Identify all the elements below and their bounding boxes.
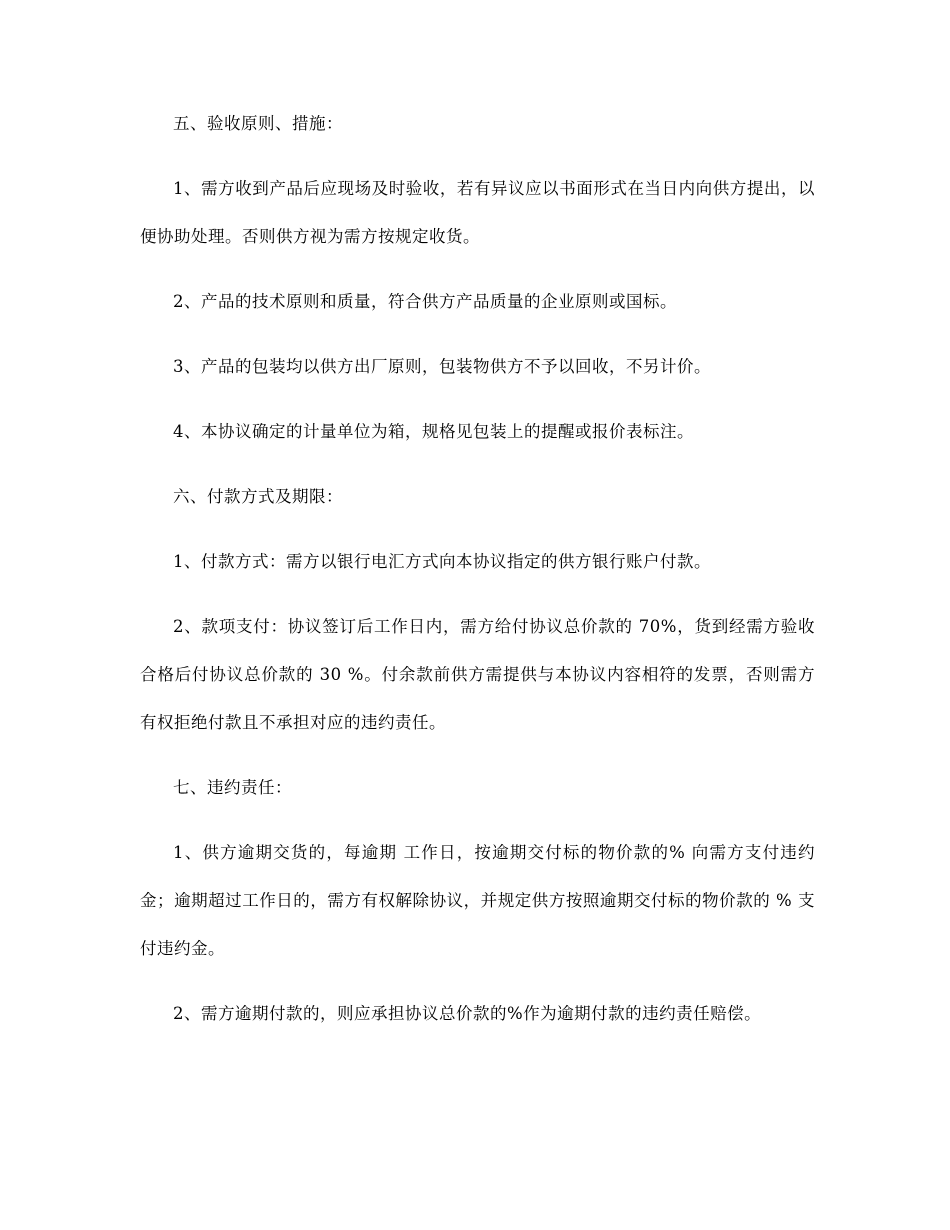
clause-payment-schedule: 2、款项支付：协议签订后工作日内，需方给付协议总价款的 70%，货到经需方验收合格后付协议总价款的 30 %。付余款前供方需提供与本协议内容相符的发票，否则需方有权拒绝付款且不承担对应的违约责任。 (140, 617, 815, 732)
clause-packaging: 3、产品的包装均以供方出厂原则，包装物供方不予以回收，不另计价。 (173, 357, 711, 376)
clause-measurement-unit: 4、本协议确定的计量单位为箱，规格见包装上的提醒或报价表标注。 (173, 422, 694, 441)
clause-late-payment: 2、需方逾期付款的，则应承担协议总价款的%作为逾期付款的违约责任赔偿。 (173, 1004, 762, 1023)
section-heading-liability: 七、违约责任： (173, 778, 292, 797)
clause-late-delivery: 1、供方逾期交货的，每逾期 工作日，按逾期交付标的物价款的% 向需方支付违约金；逾期超过工作日的，需方有权解除协议，并规定供方按照逾期交付标的物价款的 % 支付违约金。 (140, 843, 815, 958)
section-heading-payment: 六、付款方式及期限： (173, 487, 343, 506)
clause-payment-method: 1、付款方式：需方以银行电汇方式向本协议指定的供方银行账户付款。 (173, 552, 711, 571)
clause-acceptance-inspection: 1、需方收到产品后应现场及时验收，若有异议应以书面形式在当日内向供方提出，以便协助处理。否则供方视为需方按规定收货。 (140, 179, 815, 246)
section-heading-acceptance: 五、验收原则、措施： (173, 114, 343, 133)
clause-technical-quality: 2、产品的技术原则和质量，符合供方产品质量的企业原则或国标。 (173, 292, 677, 311)
